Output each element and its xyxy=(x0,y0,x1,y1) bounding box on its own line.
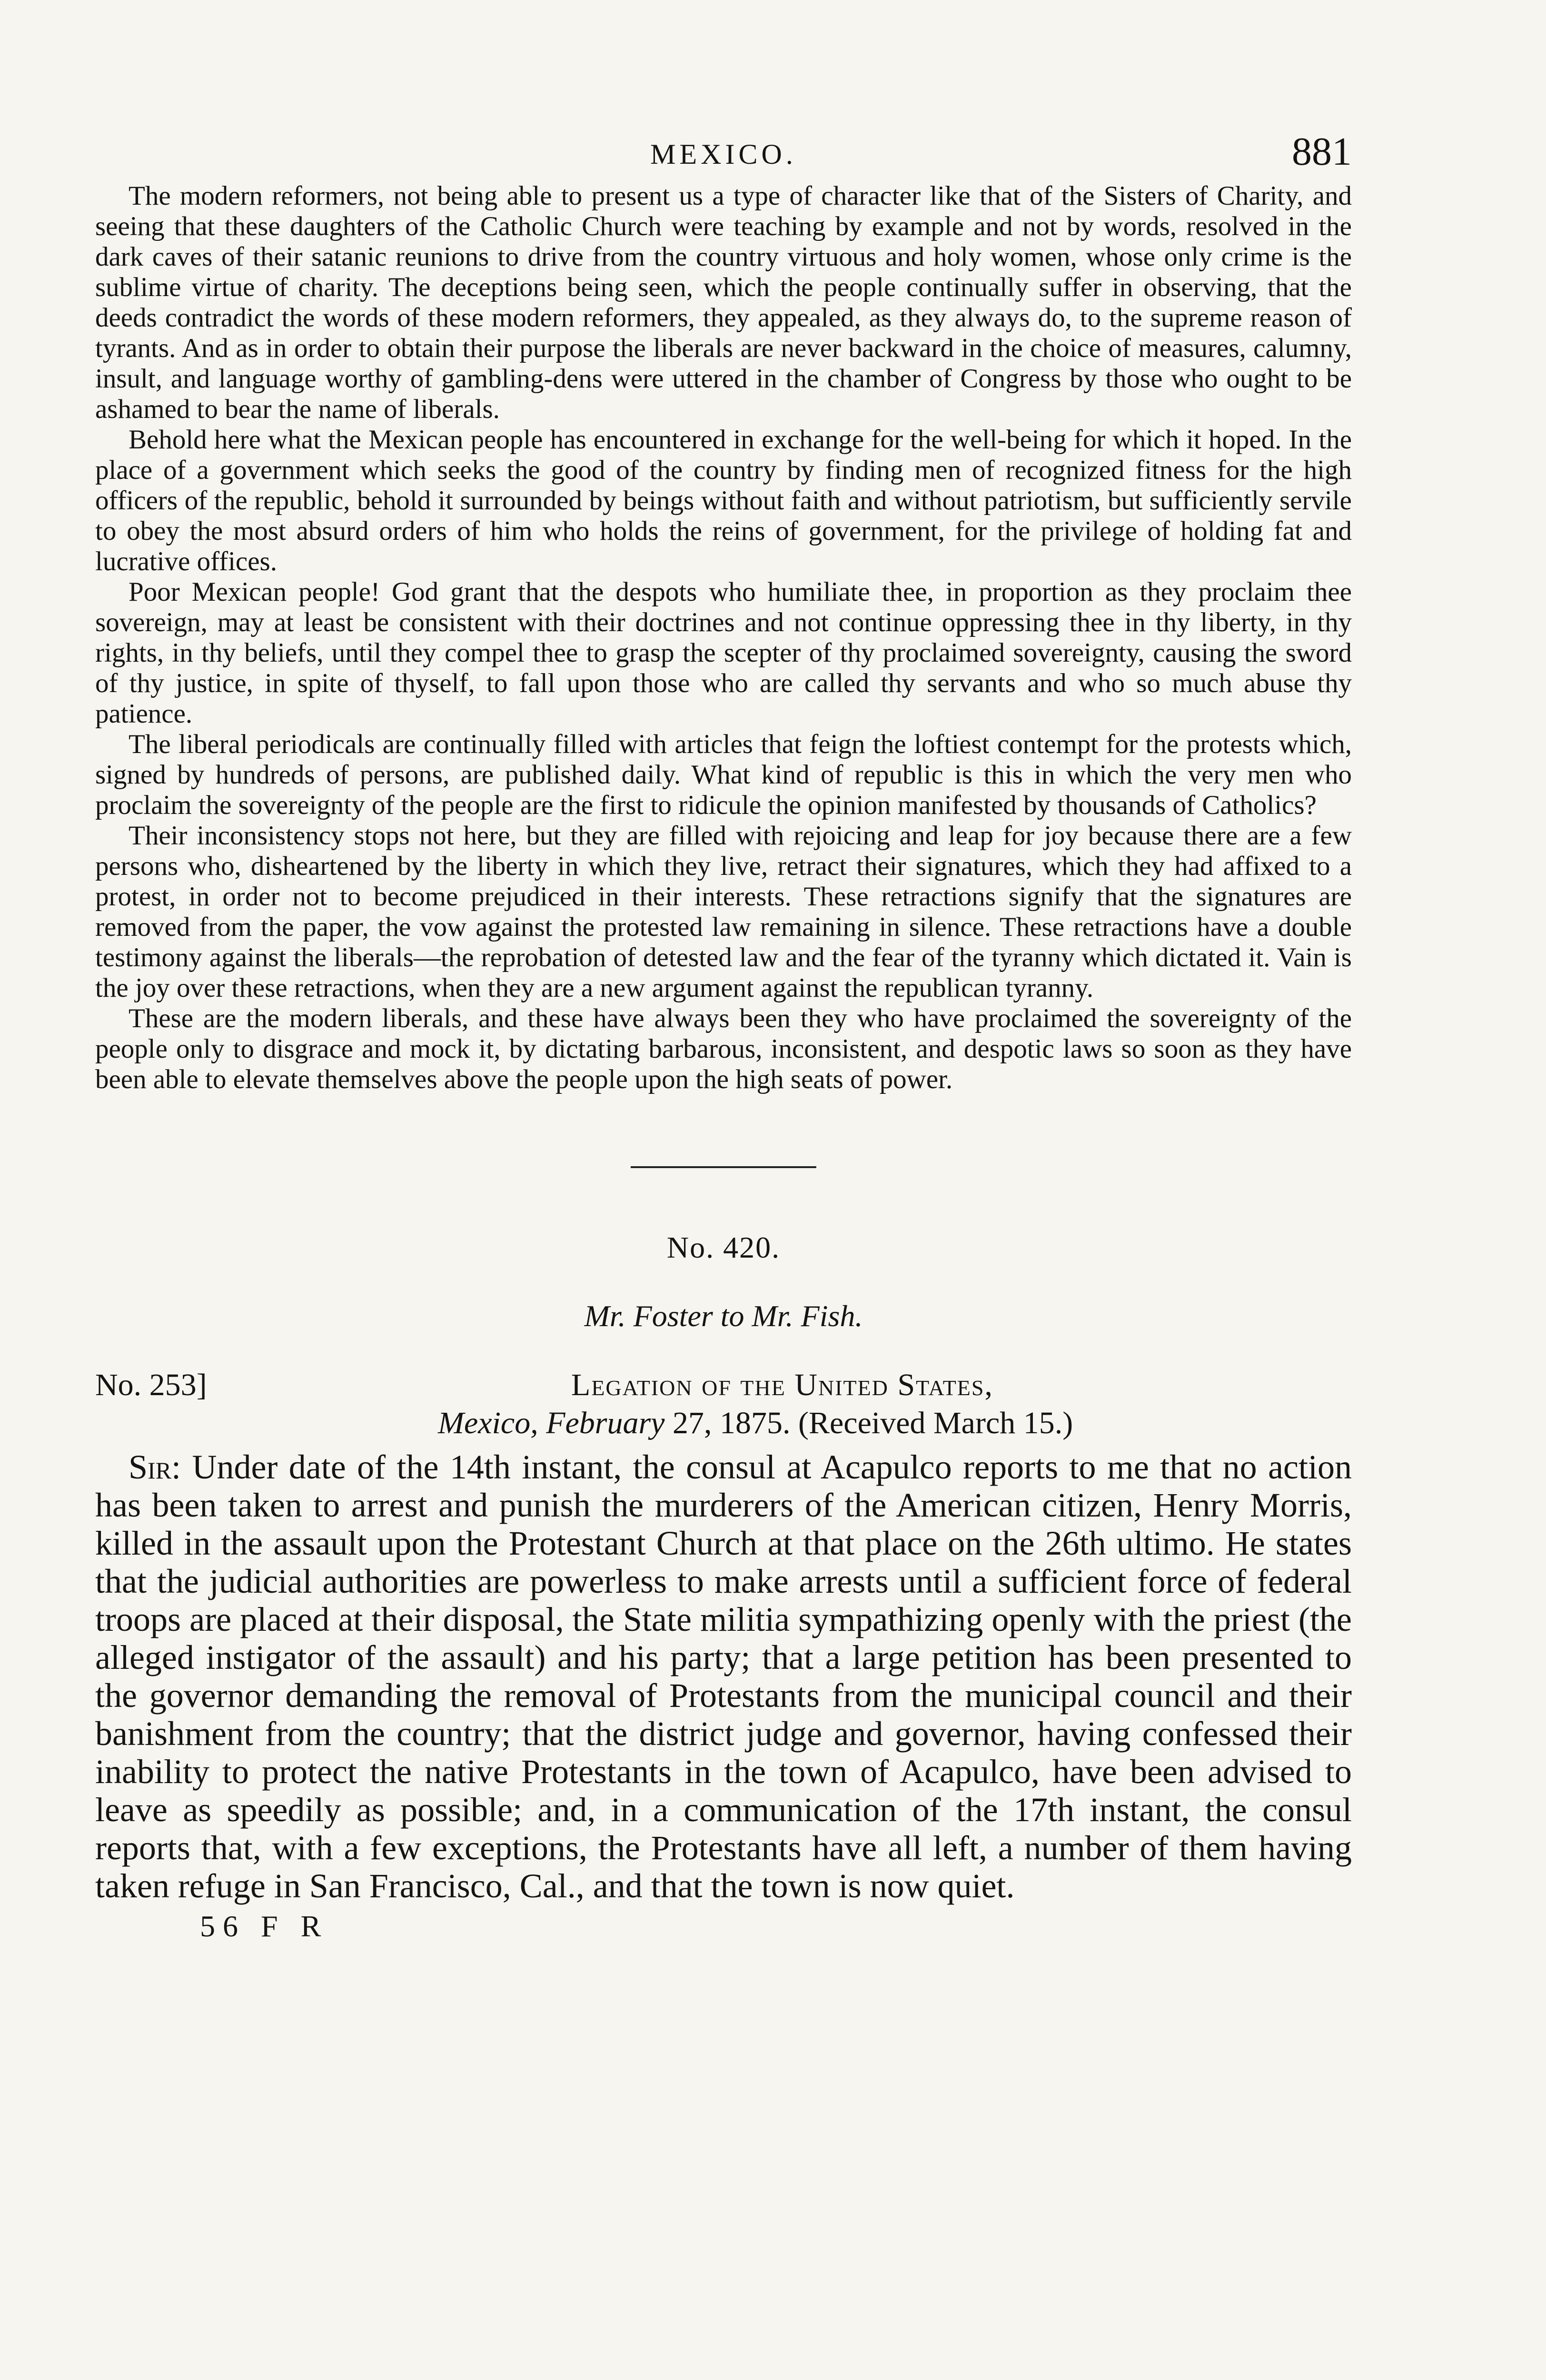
date-day: 27, 1875. xyxy=(672,1406,791,1440)
dispatch-number: No. 253] xyxy=(95,1368,207,1402)
salutation: Sir: xyxy=(129,1448,181,1486)
paragraph: Their inconsistency stops not here, but they are filled with rejoicing and leap for joy because there are a few persons who, disheartened by the liberty in which they live, retract their signatures, which they had affixed to a protest, in order not to become prejudiced in their interests. These retractions signify that the signatures are removed from the paper, the vow against the protested law remaining in silence. These retractions have a double testimony against the liberals—the reprobation of detested law and the fear of the tyranny which dictated it. Vain is the joy over these retractions, when they are a new argument against the republican tyranny. xyxy=(95,821,1352,1003)
paragraph: Poor Mexican people! God grant that the despots who humiliate thee, in proportion as they proclaim thee sovereign, may at least be consistent with their doctrines and not continue oppressing thee in thy liberty, in thy rights, in thy beliefs, until they compel thee to grasp the scepter of thy proclaimed sovereignty, causing the sword of thy justice, in spite of thyself, to fall upon those who are called thy servants and who so much abuse thy patience. xyxy=(95,577,1352,729)
signature-mark: 56 F R xyxy=(200,1909,329,1943)
dispatch-header xyxy=(95,1367,1352,1448)
date-place: Mexico, February xyxy=(438,1406,665,1440)
paragraph: The modern reformers, not being able to present us a type of character like that of the Sisters of Charity, and seeing that these daughters of the Catholic Church were teaching by example and not by words, resolved in the dark caves of their satanic reunions to drive from the country virtuous and holy women, whose only crime is the sublime virtue of charity. The deceptions being seen, which the people continually suffer in observing, that the deeds contradict the words of these modern reformers, they appealed, as they always do, to the supreme reason of tyrants. And as in order to obtain their purpose the liberals are never backward in the choice of measures, calumny, insult, and language worthy of gambling-dens were uttered in the chamber of Congress by those who ought to be ashamed to bear the name of liberals. xyxy=(95,181,1352,424)
received-date: (Received March 15.) xyxy=(798,1406,1073,1440)
legation-line: Legation of the United States, xyxy=(571,1368,993,1402)
document-number: No. 420. xyxy=(666,1230,781,1264)
paragraph: These are the modern liberals, and these have always been they who have proclaimed the sovereignty of the people only to disgrace and mock it, by dictating barbarous, inconsistent, and despotic laws so soon as they have been able to elevate themselves above the people upon the high seats of power. xyxy=(95,1003,1352,1094)
letter-body: Under date of the 14th instant, the consul at Acapulco reports to me that no action has been taken to arrest and punish the murderers of the American citizen, Henry Morris, killed in the assault upon the Protestant Church at that place on the 26th ultimo. He states that the judicial authorities are powerless to make arrests until a sufficient force of federal troops are placed at their disposal, the State militia sympathizing openly with the priest (the alleged instigator of the assault) and his party; that a large petition has been presented to the governor demanding the removal of Protestants from the municipal council and their banishment from the country; that the district judge and governor, having confessed their inability to protect the native Protestants in the town of Acapulco, have been advised to leave as speedily as possible; and, in a communication of the 17th instant, the consul reports that, with a few exceptions, the Protestants have all left, a number of them having taken refuge in San Francisco, Cal., and that the town is now quiet. xyxy=(95,1448,1352,1905)
running-title: MEXICO. xyxy=(650,139,797,170)
dateline xyxy=(438,1405,1073,1441)
document-page xyxy=(95,119,1352,1944)
paragraph: The liberal periodicals are continually filled with articles that feign the loftiest contempt for the protests which, signed by hundreds of persons, are published daily. What kind of republic is this in which the very men who proclaim the sovereignty of the people are the first to ridicule the opinion manifested by thousands of Catholics? xyxy=(95,729,1352,820)
paragraph: Behold here what the Mexican people has encountered in exchange for the well-being for which it hoped. In the place of a government which seeks the good of the country by finding men of recognized fitness for the high officers of the republic, behold it surrounded by beings without faith and without patriotism, but sufficiently servile to obey the most absurd orders of him who holds the reins of government, for the privilege of holding fat and lucrative offices. xyxy=(95,425,1352,576)
dispatch-body xyxy=(95,1448,1352,1905)
running-head xyxy=(95,119,1352,181)
document-title: Mr. Foster to Mr. Fish. xyxy=(584,1299,863,1333)
page-number: 881 xyxy=(1292,129,1352,174)
section-divider xyxy=(631,1166,816,1168)
letter-paragraph xyxy=(95,1448,1352,1905)
continued-text xyxy=(95,181,1352,1095)
